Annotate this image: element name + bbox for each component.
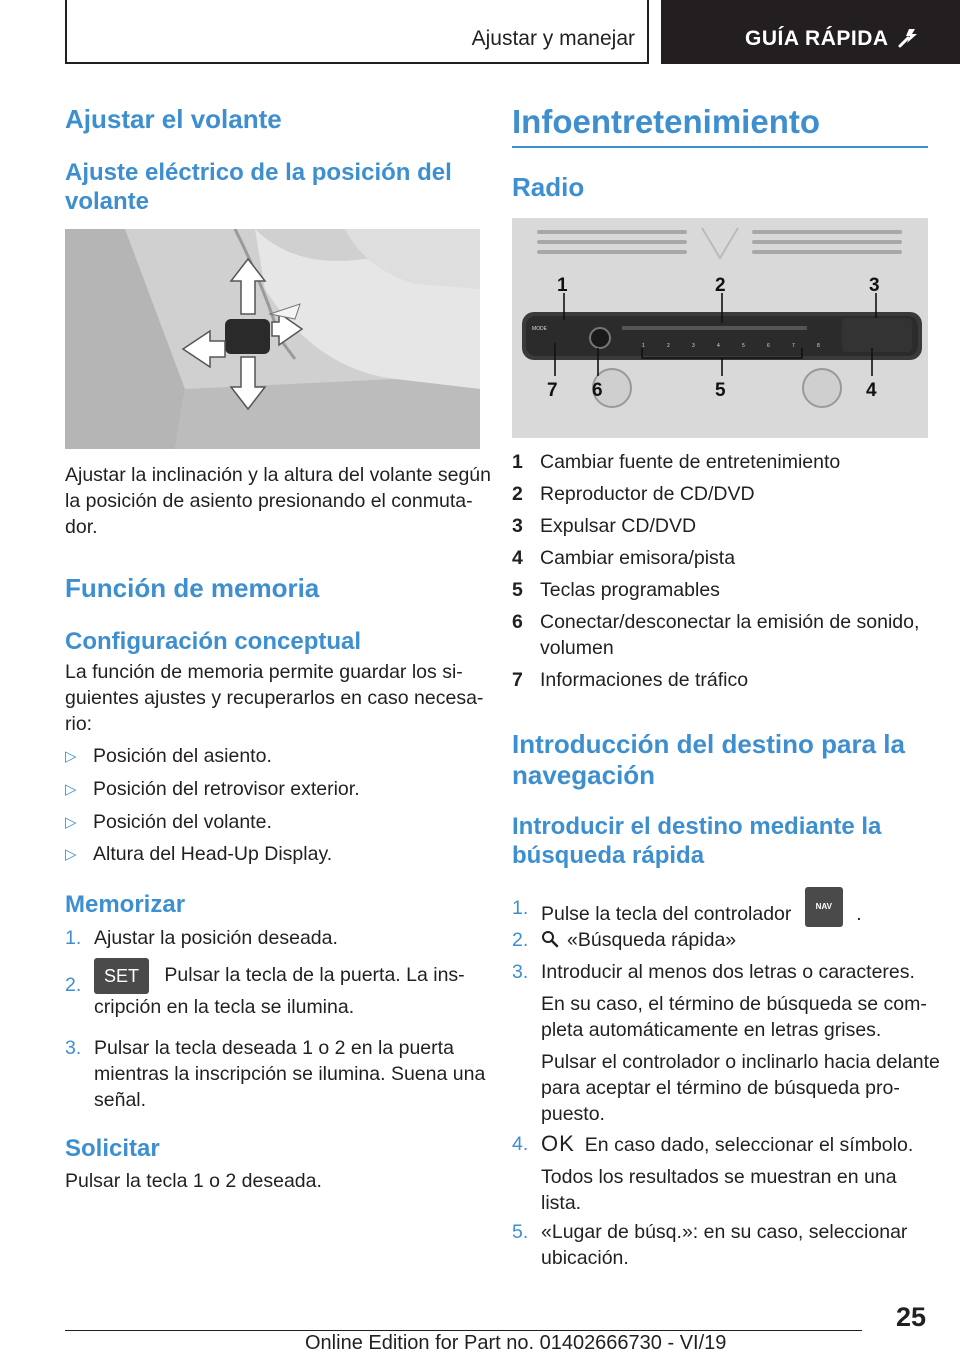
heading-line: Introducción del destino para la: [512, 729, 905, 759]
legend-text-block: [540, 609, 919, 661]
legend-number: 7: [512, 669, 523, 691]
legend-text: volumen: [540, 637, 614, 659]
radio-illustration: [512, 218, 928, 438]
heading-memorizar: Memorizar: [65, 891, 186, 918]
step-text: Pulse la tecla del controlador: [541, 903, 792, 926]
legend-number: 2: [512, 483, 523, 505]
paragraph-ajustar-inclinacion: [65, 462, 491, 540]
nav-key-icon: NAV: [805, 887, 843, 927]
heading-solicitar: Solicitar: [65, 1135, 160, 1162]
step-text: «Lugar de búsq.»: en su caso, seleccionar: [541, 1221, 908, 1243]
callout-6: 6: [592, 380, 603, 401]
step-text: En caso dado, seleccionar el símbolo.: [584, 1134, 914, 1156]
step-text: Pulsar la tecla deseada 1 o 2 en la puerta: [94, 1037, 454, 1059]
text-line: guientes ajustes y recuperarlos en caso necesa‐: [65, 687, 484, 709]
step-text: ubicación.: [541, 1247, 629, 1269]
heading-ajuste-line1: Ajuste eléctrico de la posición del: [65, 159, 452, 186]
legend-text: Informaciones de tráfico: [540, 669, 749, 691]
step-number: 3.: [512, 961, 529, 983]
ok-icon: OK: [541, 1131, 575, 1156]
magnifier-icon: [541, 930, 559, 948]
legend-number: 4: [512, 547, 523, 569]
heading-line: navegación: [512, 760, 656, 790]
header-quick-guide: [661, 0, 960, 64]
set-key-icon: SET: [94, 958, 149, 994]
radio-button-label: 7: [792, 343, 795, 349]
heading-busqueda-rapida: [512, 812, 881, 870]
radio-button-label: 3: [692, 343, 695, 349]
step-content: [541, 1131, 913, 1216]
legend-text: Conectar/desconectar la emisión de sonido,: [540, 611, 920, 633]
legend-number: 6: [512, 611, 523, 633]
step-text: mientras la inscripción se ilumina. Suena una: [94, 1063, 486, 1085]
steering-adjust-illustration: [65, 229, 480, 449]
legend-text: Cambiar emisora/pista: [540, 547, 736, 569]
legend-number: 5: [512, 579, 523, 601]
bullet-text: Altura del Head-Up Display.: [93, 843, 333, 865]
paragraph-solicitar: Pulsar la tecla 1 o 2 deseada.: [65, 1170, 322, 1192]
callout-2: 2: [715, 275, 726, 296]
step-text: para aceptar el término de búsqueda pro‐: [541, 1077, 900, 1099]
radio-button-label: 5: [742, 343, 745, 349]
step-line: [541, 1131, 913, 1158]
heading-funcion-memoria: Función de memoria: [65, 573, 320, 603]
page-number: 25: [896, 1302, 927, 1332]
text-line: dor.: [65, 516, 98, 538]
step-text: puesto.: [541, 1103, 605, 1125]
step-number: 4.: [512, 1133, 529, 1155]
step-number: 2.: [65, 974, 82, 996]
step-number: 5.: [512, 1221, 529, 1243]
step-text: pleta automáticamente en letras grises.: [541, 1019, 882, 1041]
heading-ajuste-line2: volante: [65, 188, 150, 215]
step-number: 3.: [65, 1037, 82, 1059]
step-text: Pulsar la tecla de la puerta. La ins‐: [164, 964, 465, 987]
callout-1: 1: [557, 275, 568, 296]
bullet-text: Posición del asiento.: [93, 745, 272, 767]
step-number: 1.: [65, 927, 82, 949]
step-content: [541, 1219, 907, 1271]
callout-5: 5: [715, 380, 726, 401]
callout-7: 7: [547, 380, 558, 401]
radio-button-label: 2: [667, 343, 670, 349]
heading-introduccion-destino: [512, 729, 905, 791]
radio-button-label: 6: [767, 343, 770, 349]
radio-button-label: 4: [717, 343, 720, 349]
radio-button-label: MODE: [532, 326, 547, 332]
header-section-title: Ajustar y manejar: [471, 27, 635, 50]
step-text: Todos los resultados se muestran en una: [541, 1166, 897, 1188]
heading-rule: [512, 146, 928, 148]
radio-button-label: 1: [642, 343, 645, 349]
step-content: [94, 958, 465, 1020]
step-text: .: [856, 903, 862, 926]
bullet-marker: ▷: [65, 846, 77, 863]
heading-line: búsqueda rápida: [512, 842, 705, 869]
step-text: Pulsar el controlador o inclinarlo hacia delante: [541, 1051, 940, 1073]
heading-ajuste-electrico: [65, 158, 452, 216]
quick-guide-label: GUÍA RÁPIDA: [745, 27, 889, 50]
text-line: La función de memoria permite guardar los si‐: [65, 661, 463, 683]
bullet-marker: ▷: [65, 748, 77, 765]
heading-ajustar-volante: Ajustar el volante: [65, 104, 282, 134]
step-line: [94, 958, 465, 994]
wrench-lightning-icon: [897, 26, 921, 50]
callout-4: 4: [866, 380, 877, 401]
legend-number: 3: [512, 515, 523, 537]
paragraph-config: [65, 659, 483, 737]
bullet-marker: ▷: [65, 781, 77, 798]
heading-configuracion: Configuración conceptual: [65, 628, 362, 655]
step-number: 2.: [512, 929, 529, 951]
step-content: [541, 959, 940, 1127]
bullet-text: Posición del volante.: [93, 811, 272, 833]
text-line: rio:: [65, 713, 93, 735]
callout-3: 3: [869, 275, 880, 296]
heading-line: Introducir el destino mediante la: [512, 813, 882, 840]
footer-edition: Online Edition for Part no. 01402666730 - VI/19: [305, 1332, 727, 1354]
heading-infoentretenimiento: Infoentretenimiento: [512, 103, 821, 140]
legend-text: Teclas programables: [540, 579, 720, 601]
step-text: En su caso, el término de búsqueda se com‐: [541, 993, 927, 1015]
footer-divider: [65, 1330, 862, 1331]
legend-number: 1: [512, 451, 523, 473]
step-text: cripción en la tecla se ilumina.: [94, 996, 355, 1018]
radio-button-label: 8: [817, 343, 820, 349]
step-text: Introducir al menos dos letras o caracteres.: [541, 961, 915, 983]
bullet-marker: ▷: [65, 814, 77, 831]
step-text: «Búsqueda rápida»: [567, 929, 737, 951]
heading-radio: Radio: [512, 172, 585, 202]
step-text: lista.: [541, 1192, 582, 1214]
step-content: [541, 927, 736, 953]
text-line: la posición de asiento presionando el conmuta‐: [65, 490, 473, 512]
text-line: Ajustar la inclinación y la altura del volante según: [65, 464, 492, 486]
step-number: 1.: [512, 897, 529, 919]
step-content: [94, 1035, 485, 1113]
legend-text: Expulsar CD/DVD: [540, 515, 697, 537]
legend-text: Reproductor de CD/DVD: [540, 483, 755, 505]
step-text: señal.: [94, 1089, 147, 1111]
bullet-text: Posición del retrovisor exterior.: [93, 778, 360, 800]
legend-text: Cambiar fuente de entretenimiento: [540, 451, 841, 473]
step-text: Ajustar la posición deseada.: [94, 927, 338, 949]
